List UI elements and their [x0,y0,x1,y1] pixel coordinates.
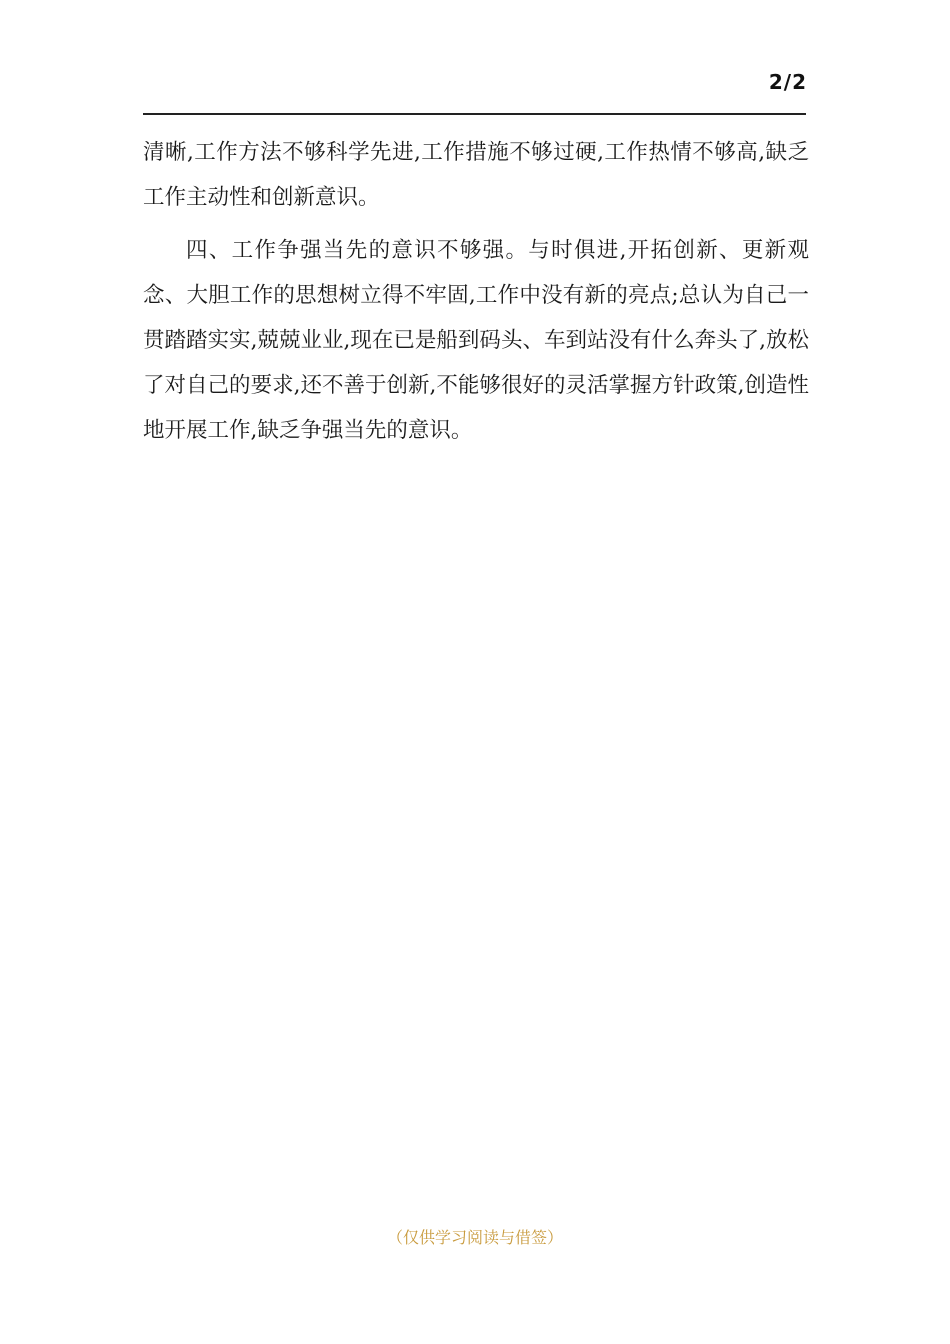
document-body [143,130,809,461]
page-number: 2/2 [768,70,807,94]
footer-disclaimer: （仅供学习阅读与借签） [386,1228,563,1247]
paragraph-section-four: 四、工作争强当先的意识不够强。与时俱进,开拓创新、更新观念、大胆工作的思想树立得不牢固,工作中没有新的亮点;总认为自己一贯踏踏实实,兢兢业业,现在已是船到码头、车到站没有什么奔头了,放松了对自己的要求,还不善于创新,不能够很好的灵活掌握方针政策,创造性地开展工作,缺乏争强当先的意识。 [143,238,809,443]
paragraph-continuation: 清晰,工作方法不够科学先进,工作措施不够过硬,工作热情不够高,缺乏工作主动性和创新意识。 [143,140,809,210]
header-divider [143,113,806,115]
